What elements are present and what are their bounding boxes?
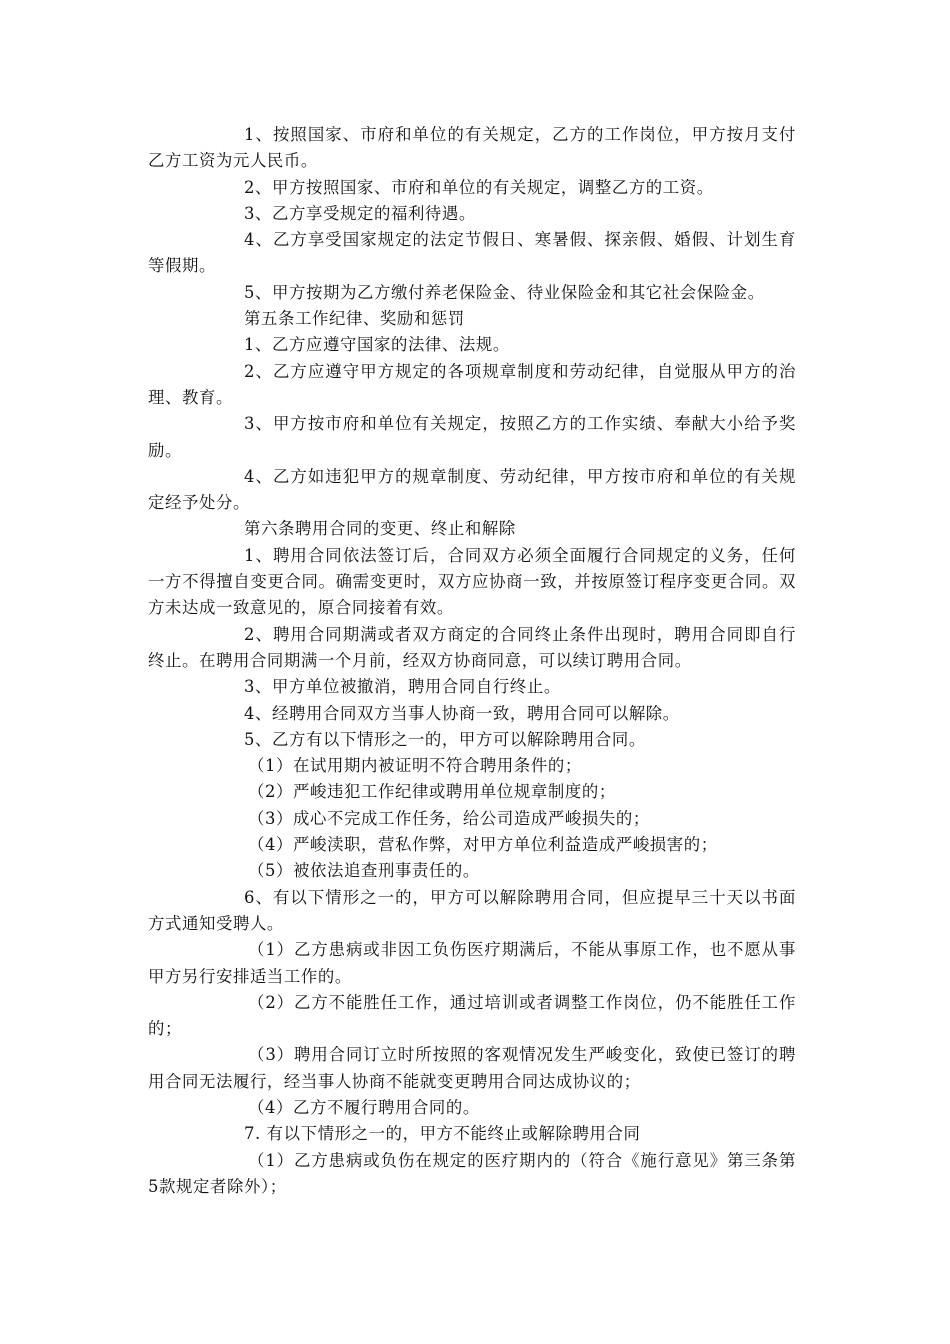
list-item: （1）乙方患病或非因工负伤医疗期满后，不能从事原工作，也不愿从事甲方另行安排适当工作的。: [148, 940, 796, 986]
list-item: （3）聘用合同订立时所按照的客观情况发生严峻变化，致使已签订的聘用合同无法履行，经当事人协商不能就变更聘用合同达成协议的；: [148, 1045, 796, 1091]
paragraph-salary-payment: 1、按照国家、市府和单位的有关规定，乙方的工作岗位，甲方按月支付乙方工资为元人民币。: [148, 125, 796, 171]
paragraph-salary-adjustment: 2、甲方按照国家、市府和单位的有关规定，调整乙方的工资。: [244, 177, 714, 197]
list-item: （1）在试用期内被证明不符合聘用条件的；: [248, 756, 582, 776]
paragraph-punishment: 4、乙方如违犯甲方的规章制度、劳动纪律，甲方按市府和单位的有关规定经予处分。: [148, 466, 796, 513]
paragraph-no-termination: 7. 有以下情形之一的，甲方不能终止或解除聘用合同: [244, 1124, 641, 1144]
paragraph-notice-termination: 6、有以下情形之一的，甲方可以解除聘用合同，但应提早三十天以书面方式通知受聘人。: [148, 887, 796, 933]
list-item: （2）严峻违犯工作纪律或聘用单位规章制度的；: [248, 782, 616, 802]
paragraph-mutual-termination: 4、经聘用合同双方当事人协商一致，聘用合同可以解除。: [244, 703, 680, 723]
article-six-heading: 第六条聘用合同的变更、终止和解除: [244, 519, 516, 539]
paragraph-contract-expiry: 2、聘用合同期满或者双方商定的合同终止条件出现时，聘用合同即自行终止。在聘用合同期满一个月前，经双方协商同意，可以续订聘用合同。: [148, 624, 796, 670]
paragraph-dismissal-conditions: 5、乙方有以下情形之一的，甲方可以解除聘用合同。: [244, 729, 646, 749]
paragraph-unit-revoked: 3、甲方单位被撤消，聘用合同自行终止。: [244, 677, 561, 697]
list-item: （2）乙方不能胜任工作，通过培训或者调整工作岗位，仍不能胜任工作的；: [148, 992, 796, 1039]
paragraph-holidays: 4、乙方享受国家规定的法定节假日、寒暑假、探亲假、婚假、计划生育等假期。: [148, 230, 796, 276]
list-item: （4）严峻渎职，营私作弊，对甲方单位利益造成严峻损害的；: [248, 835, 718, 855]
paragraph-contract-change: 1、聘用合同依法签订后，合同双方必须全面履行合同规定的义务，任何一方不得擅自变更合同。确需变更时，双方应协商一致，并按原签订程序变更合同。双方未达成一致意见的，原合同接着有效。: [148, 545, 796, 618]
paragraph-welfare: 3、乙方享受规定的福利待遇。: [244, 203, 476, 223]
list-item: （1）乙方患病或负伤在规定的医疗期内的（符合《施行意见》第三条第5款规定者除外）；: [148, 1150, 796, 1196]
article-five-heading: 第五条工作纪律、奖励和惩罚: [244, 309, 465, 329]
paragraph-obey-law: 1、乙方应遵守国家的法律、法规。: [244, 335, 510, 355]
document-body: [148, 122, 796, 1200]
list-item: （4）乙方不履行聘用合同的。: [248, 1097, 480, 1117]
list-item: （3）成心不完成工作任务，给公司造成严峻损失的；: [248, 808, 650, 828]
list-item: （5）被依法追查刑事责任的。: [248, 861, 480, 881]
paragraph-insurance: 5、甲方按期为乙方缴付养老保险金、待业保险金和其它社会保险金。: [244, 282, 765, 302]
paragraph-rewards: 3、甲方按市府和单位有关规定，按照乙方的工作实绩、奉献大小给予奖励。: [148, 414, 796, 460]
paragraph-obey-rules: 2、乙方应遵守甲方规定的各项规章制度和劳动纪律，自觉服从甲方的治理、教育。: [148, 361, 796, 407]
